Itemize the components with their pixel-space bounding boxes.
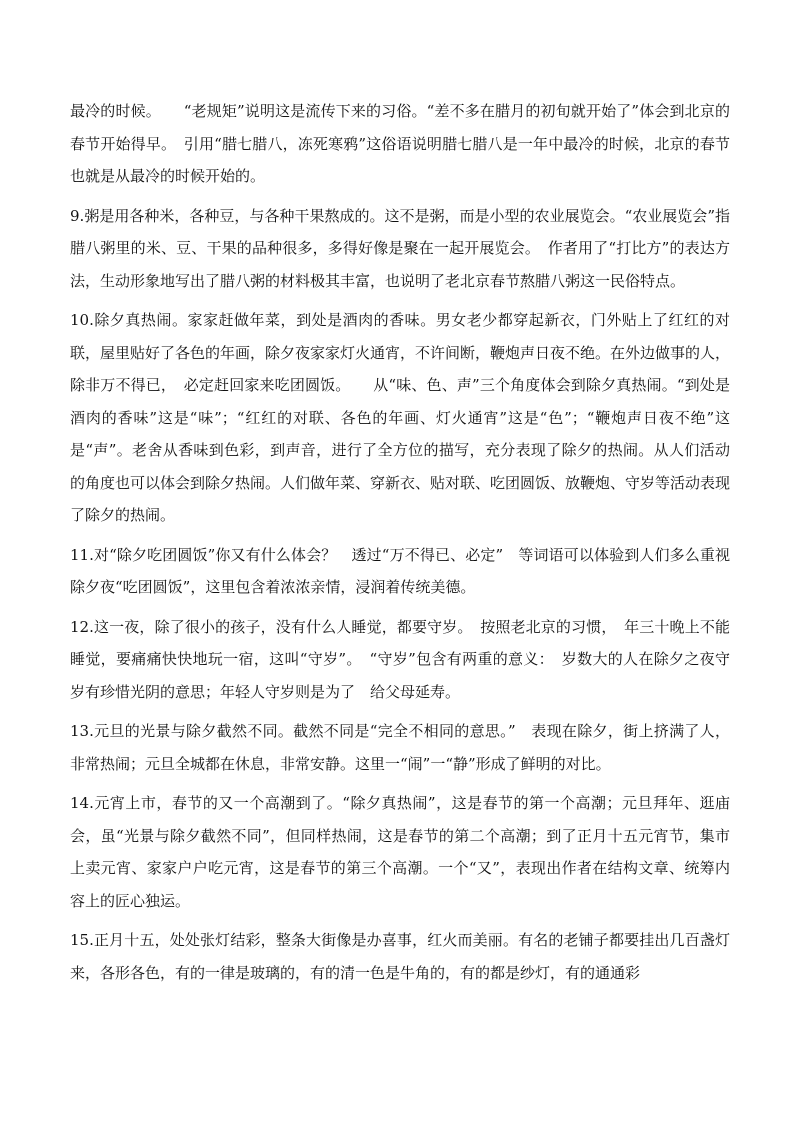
- paragraph-10: 10.除夕真热闹。家家赶做年菜，到处是酒肉的香味。男女老少都穿起新衣，门外贴上了红红的对联，屋里贴好了各色的年画，除夕夜家家灯火通宵，不许间断，鞭炮声日夜不绝。在外边做事的人，除非万不得已， 必定赶回家来吃团圆饭。 从“味、色、声”三个角度体会到除夕真热闹。“到处是酒肉的香味”这是“味”；“红红的对联、各色的年画、灯火通宵”这是“色”；“鞭炮声日夜不绝”这是“声”。老舍从香味到色彩，到声音，进行了全方位的描写，充分表现了除夕的热闹。从人们活动的角度也可以体会到除夕热闹。人们做年菜、穿新衣、贴对联、吃团圆饭、放鞭炮、守岁等活动表现了除夕的热闹。: [70, 311, 731, 524]
- paragraph-13: 13.元旦的光景与除夕截然不同。截然不同是“完全不相同的意思。” 表现在除夕，街上挤满了人，非常热闹；元旦全城都在休息，非常安静。这里一“闹”一“静”形成了鲜明的对比。: [70, 722, 730, 773]
- paragraph-continuation: 最冷的时候。 “老规矩”说明这是流传下来的习俗。“差不多在腊月的初旬就开始了”体会到北京的春节开始得早。 引用“腊七腊八，冻死寒鸦”这俗语说明腊七腊八是一年中最冷的时候，北京的春节也就是从最冷的时候开始的。: [70, 102, 730, 185]
- paragraph-11: 11.对“除夕吃团圆饭”你又有什么体会？ 透过“万不得已、必定” 等词语可以体验到人们多么重视除夕夜“吃团圆饭”，这里包含着浓浓亲情，浸润着传统美德。: [70, 545, 730, 596]
- paragraph-12: 12.这一夜，除了很小的孩子，没有什么人睡觉，都要守岁。 按照老北京的习惯， 年三十晚上不能睡觉，要痛痛快快地玩一宿，这叫“守岁”。 “守岁”包含有两重的意义： 岁数大的人在除夕之夜守岁有珍惜光阴的意思；年轻人守岁则是为了 给父母延寿。: [70, 617, 730, 701]
- document-page: [70, 95, 730, 996]
- paragraph-14: 14.元宵上市，春节的又一个高潮到了。“除夕真热闹”，这是春节的第一个高潮；元旦拜年、逛庙会，虽“光景与除夕截然不同”，但同样热闹，这是春节的第二个高潮；到了正月十五元宵节，集市上卖元宵、家家户户吃元宵，这是春节的第三个高潮。一个“又”，表现出作者在结构文章、统筹内容上的匠心独运。: [70, 794, 730, 910]
- paragraph-9: 9.粥是用各种米，各种豆，与各种干果熬成的。这不是粥，而是小型的农业展览会。“农业展览会”指腊八粥里的米、豆、干果的品种很多，多得好像是聚在一起开展览会。 作者用了“打比方”的表达方法，生动形象地写出了腊八粥的材料极其丰富，也说明了老北京春节熬腊八粥这一民俗特点。: [70, 206, 730, 290]
- paragraph-15: 15.正月十五，处处张灯结彩，整条大街像是办喜事，红火而美丽。有名的老铺子都要挂出几百盏灯来，各形各色，有的一律是玻璃的，有的清一色是牛角的，有的都是纱灯，有的通通彩: [70, 931, 730, 982]
